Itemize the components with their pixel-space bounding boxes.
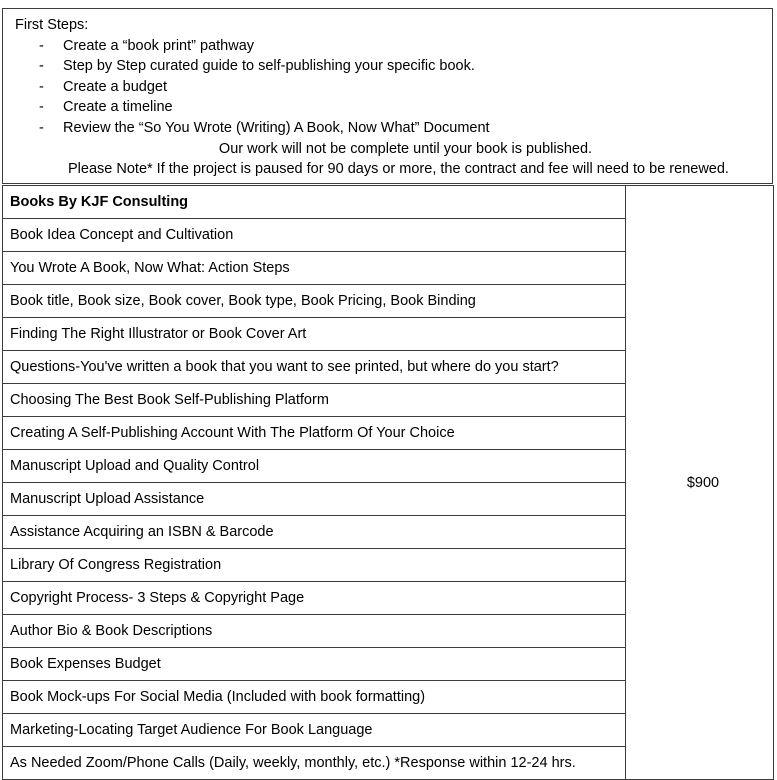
service-label: Creating A Self-Publishing Account With The Platform Of Your Choice [3, 417, 626, 450]
list-item [9, 118, 766, 139]
dash-bullet-icon: - [39, 78, 44, 95]
service-label: Book Idea Concept and Cultivation [3, 219, 626, 252]
dash-bullet-icon: - [39, 99, 44, 116]
price-value: $900 [686, 474, 720, 491]
list-item-label: Create a “book print” pathway [63, 37, 255, 54]
service-label: Book Mock-ups For Social Media (Included with book formatting) [3, 681, 626, 714]
dash-bullet-icon: - [39, 58, 44, 75]
service-label: Manuscript Upload and Quality Control [3, 450, 626, 483]
first-steps-title: First Steps: [15, 17, 89, 33]
dash-bullet-icon: - [39, 37, 44, 54]
list-item [9, 77, 766, 98]
list-item-label: Create a budget [63, 78, 167, 95]
service-label: Questions-You've written a book that you want to see printed, but where do you start? [3, 351, 626, 384]
list-item [9, 56, 766, 77]
service-label: Assistance Acquiring an ISBN & Barcode [3, 516, 626, 549]
service-label: Copyright Process- 3 Steps & Copyright Page [3, 582, 626, 615]
service-label: Marketing-Locating Target Audience For Book Language [3, 714, 626, 747]
service-label: Manuscript Upload Assistance [3, 483, 626, 516]
service-label: Book title, Book size, Book cover, Book type, Book Pricing, Book Binding [3, 285, 626, 318]
completion-note: Our work will not be complete until your book is published. [218, 140, 593, 157]
table-price-cell [626, 186, 774, 780]
list-item-label: Review the “So You Wrote (Writing) A Book, Now What” Document [63, 119, 490, 136]
list-item [9, 36, 766, 57]
services-table-body [3, 186, 774, 780]
service-label: Author Bio & Book Descriptions [3, 615, 626, 648]
list-item [9, 97, 766, 118]
service-label: Book Expenses Budget [3, 648, 626, 681]
please-note-text: Please Note* If the project is paused for 90 days or more, the contract and fee will need to be renewed. [68, 161, 729, 178]
first-steps-content [3, 9, 772, 180]
first-steps-bullet-list [9, 36, 766, 139]
first-steps-box [2, 8, 773, 184]
list-item-label: Step by Step curated guide to self-publishing your specific book. [63, 58, 475, 75]
table-header-row [3, 186, 774, 219]
dash-bullet-icon: - [39, 119, 44, 136]
list-item-label: Create a timeline [63, 99, 173, 116]
services-table-wrapper [2, 185, 773, 771]
services-table [2, 185, 774, 780]
table-header-title: Books By KJF Consulting [3, 186, 626, 219]
service-label: Finding The Right Illustrator or Book Cover Art [3, 318, 626, 351]
service-label: Choosing The Best Book Self-Publishing Platform [3, 384, 626, 417]
service-label: You Wrote A Book, Now What: Action Steps [3, 252, 626, 285]
service-label: Library Of Congress Registration [3, 549, 626, 582]
service-label: As Needed Zoom/Phone Calls (Daily, weekly, monthly, etc.) *Response within 12-24 hrs. [3, 747, 626, 780]
